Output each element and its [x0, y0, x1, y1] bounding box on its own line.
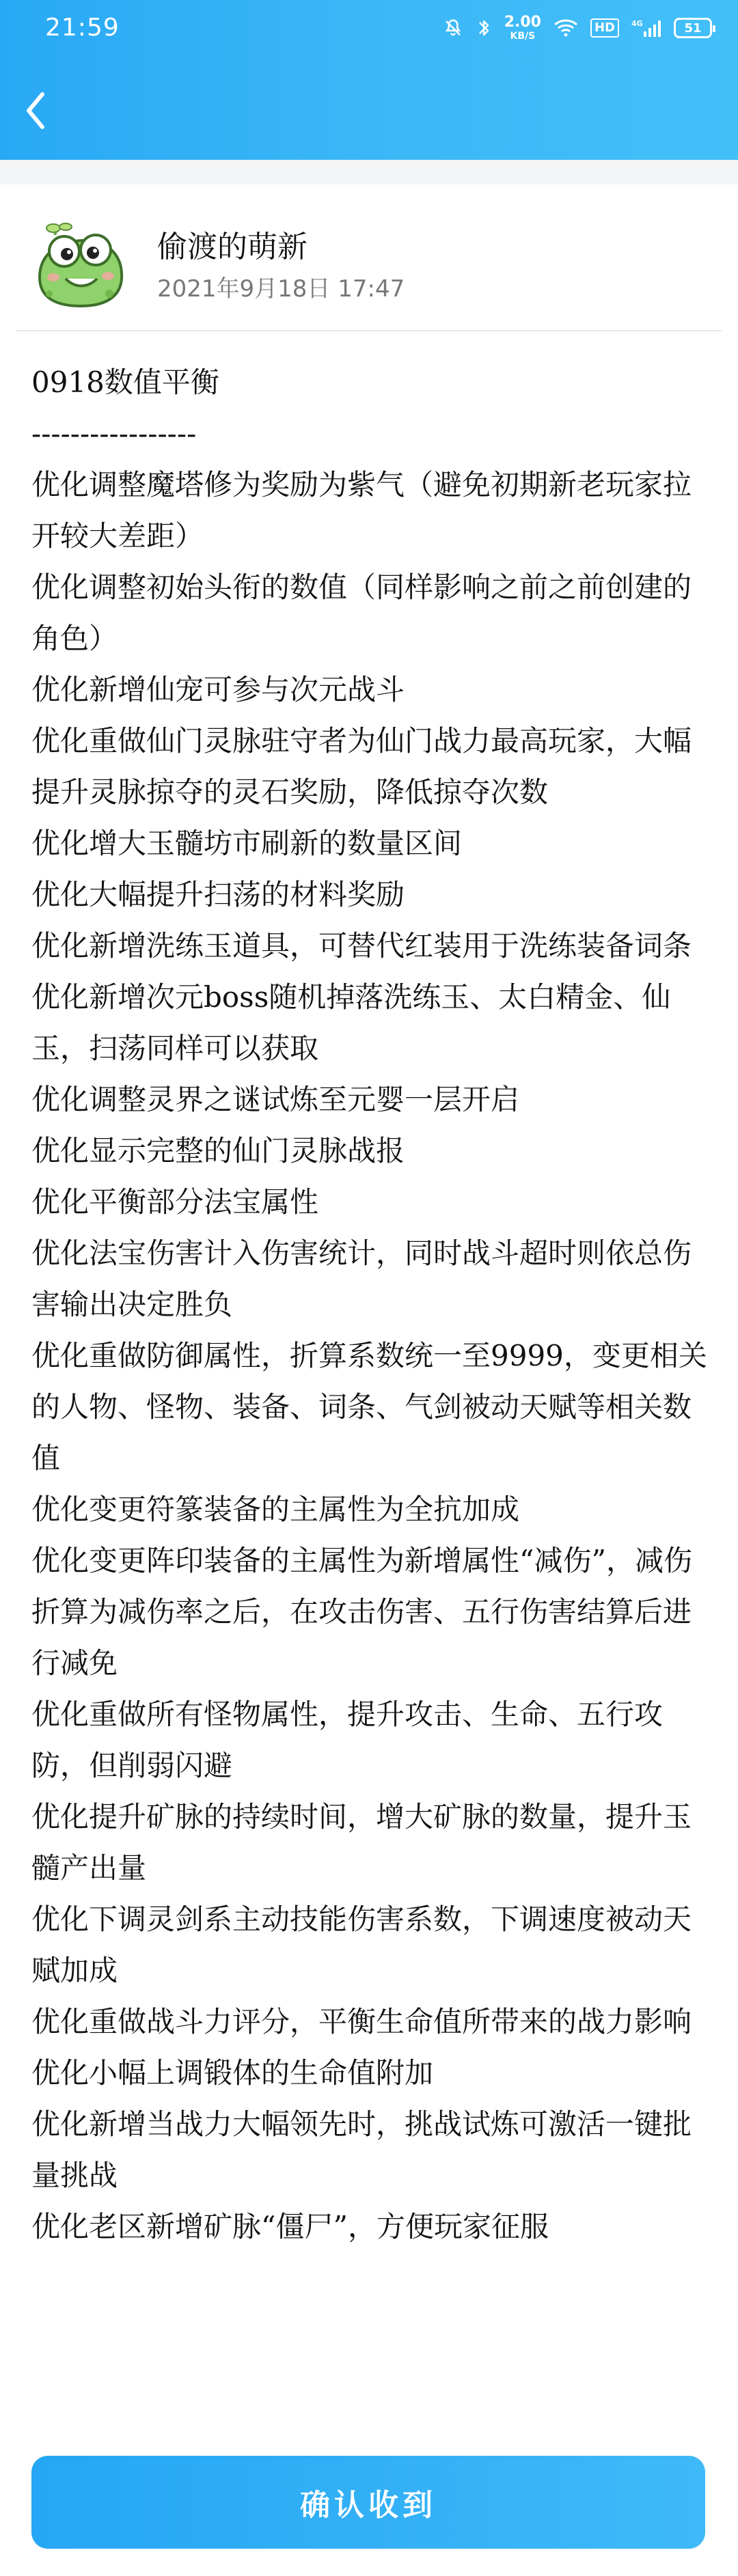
- post-content: [31, 357, 715, 2252]
- bluetooth-icon: [476, 17, 492, 39]
- content-line: 优化调整魔塔修为奖励为紫气（避免初期新老玩家拉开较大差距）: [31, 468, 692, 553]
- header-divider: [16, 330, 722, 331]
- content-line: 优化法宝伤害计入伤害统计，同时战斗超时则依总伤害输出决定胜负: [31, 1236, 692, 1321]
- content-line: 优化新增仙宠可参与次元战斗: [31, 673, 405, 706]
- post-date: 2021年9月18日 17:47: [157, 275, 405, 303]
- status-time: 21:59: [45, 14, 120, 42]
- confirm-button[interactable]: [31, 2456, 705, 2549]
- status-bar: [0, 0, 738, 57]
- content-line: 优化大幅提升扫荡的材料奖励: [31, 878, 405, 911]
- content-line: 0918数值平衡: [31, 365, 219, 399]
- section-gap: [0, 160, 738, 184]
- content-line: 优化重做仙门灵脉驻守者为仙门战力最高玩家，大幅提升灵脉掠夺的灵石奖励，降低掠夺次数: [31, 724, 692, 809]
- content-line: 优化小幅上调锻体的生命值附加: [31, 2056, 434, 2090]
- hd-badge: HD: [590, 18, 619, 38]
- content-line: 优化增大玉髓坊市刷新的数量区间: [31, 827, 463, 860]
- title-bar: [0, 57, 738, 160]
- content-line: 优化调整灵界之谜试炼至元婴一层开启: [31, 1083, 520, 1116]
- battery-level: 51: [684, 20, 702, 36]
- confirm-button-label: 确认收到: [300, 2488, 437, 2523]
- content-line: 优化平衡部分法宝属性: [31, 1185, 319, 1219]
- speed-value: 2.00: [504, 14, 541, 31]
- battery-indicator: [674, 18, 712, 38]
- content-line: 优化重做战斗力评分，平衡生命值所带来的战力影响: [31, 2005, 692, 2038]
- status-icons: [443, 12, 712, 44]
- content-line: 优化重做防御属性，折算系数统一至9999，变更相关的人物、怪物、装备、词条、气剑被动天赋等相关数值: [31, 1339, 707, 1475]
- avatar[interactable]: [33, 217, 128, 313]
- wifi-icon: [554, 18, 578, 38]
- author-name[interactable]: 偷渡的萌新: [157, 230, 308, 264]
- back-button[interactable]: [14, 85, 57, 137]
- signal-4g-icon: [631, 18, 661, 38]
- network-speed: [504, 15, 541, 41]
- svg-text:4G: 4G: [631, 19, 643, 28]
- content-line: 优化调整初始头衔的数值（同样影响之前之前创建的角色）: [31, 570, 692, 655]
- mute-bell-icon: [443, 18, 463, 38]
- content-line: 优化新增洗练玉道具，可替代红装用于洗练装备词条: [31, 929, 692, 962]
- content-line: 优化老区新增矿脉“僵尸”，方便玩家征服: [31, 2210, 549, 2243]
- content-line: 优化变更符篆装备的主属性为全抗加成: [31, 1493, 520, 1526]
- content-line: 优化重做所有怪物属性，提升攻击、生命、五行攻防，但削弱闪避: [31, 1698, 664, 1782]
- speed-unit: KB/S: [510, 31, 536, 42]
- content-line: 优化显示完整的仙门灵脉战报: [31, 1134, 405, 1167]
- content-line: 优化变更阵印装备的主属性为新增属性“减伤”，减伤折算为减伤率之后，在攻击伤害、五行伤害结算后进行减免: [31, 1544, 692, 1680]
- content-line: 优化下调灵剑系主动技能伤害系数，下调速度被动天赋加成: [31, 1902, 692, 1987]
- content-line: 优化新增当战力大幅领先时，挑战试炼可激活一键批量挑战: [31, 2107, 692, 2192]
- content-line: -----------------: [31, 417, 197, 450]
- content-line: 优化提升矿脉的持续时间，增大矿脉的数量，提升玉髓产出量: [31, 1800, 692, 1885]
- frog-avatar-icon: [33, 217, 128, 313]
- content-line: 优化新增次元boss随机掉落洗练玉、太白精金、仙玉，扫荡同样可以获取: [31, 980, 671, 1065]
- post-card: [0, 184, 738, 2576]
- chevron-left-icon: [22, 89, 49, 133]
- post-header: [0, 184, 738, 328]
